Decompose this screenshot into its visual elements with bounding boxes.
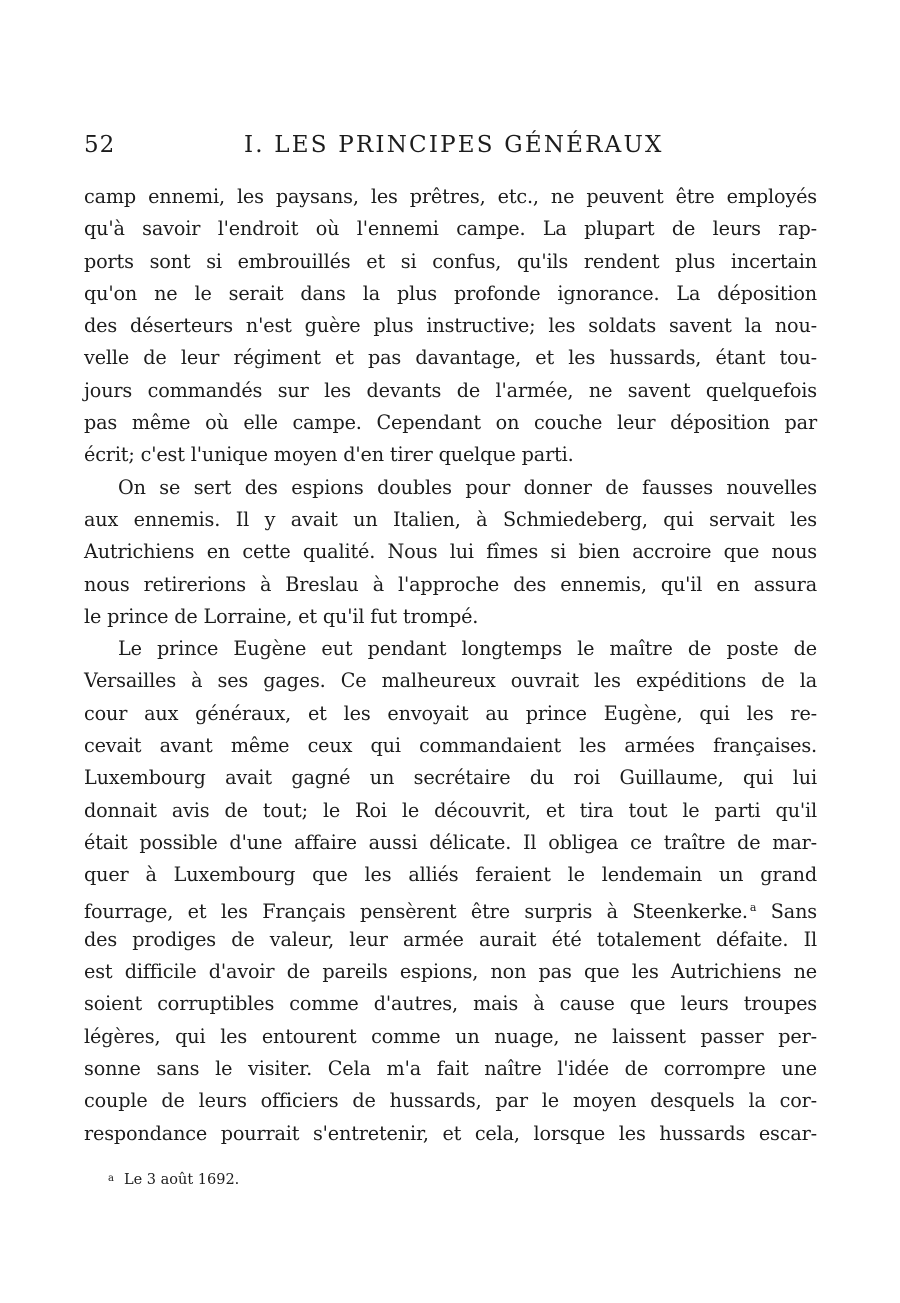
- text-segment: Sans: [770, 899, 817, 923]
- footnote: [108, 1172, 239, 1188]
- text-line: quer à Luxembourg que les alliés feraient le lendemain un grand: [84, 863, 817, 887]
- text-line: Autrichiens en cette qualité. Nous lui fîmes si bien accroire que nous: [84, 540, 817, 564]
- text-line: camp ennemi, les paysans, les prêtres, etc., ne peuvent être employés: [84, 185, 817, 208]
- text-line: écrit; c'est l'unique moyen d'en tirer quelque parti.: [84, 443, 574, 467]
- text-segment: fourrage, et les Français pensèrent être surpris à Steenkerke.: [84, 899, 748, 923]
- body-text: [84, 181, 817, 1150]
- text-line: pas même où elle campe. Cependant on couche leur déposition par: [84, 411, 817, 435]
- text-line: aux ennemis. Il y avait un Italien, à Schmiedeberg, qui servait les: [84, 507, 817, 531]
- text-line: cevait avant même ceux qui commandaient les armées françaises.: [84, 734, 817, 758]
- text-line-with-note: [84, 892, 817, 924]
- text-line: sonne sans le visiter. Cela m'a fait naître l'idée de corrompre une: [84, 1057, 817, 1081]
- text-line: le prince de Lorraine, et qu'il fut trompé.: [84, 604, 479, 628]
- text-line: respondance pourrait s'entretenir, et cela, lorsque les hussards escar-: [84, 1121, 817, 1145]
- page-header: [84, 132, 817, 166]
- page-number: 52: [84, 132, 116, 158]
- footnote-reference: a: [749, 900, 757, 914]
- text-line: ports sont si embrouillés et si confus, qu'ils rendent plus incertain: [84, 249, 817, 273]
- text-line: est difficile d'avoir de pareils espions, non pas que les Autrichiens ne: [84, 960, 817, 984]
- text-line: des déserteurs n'est guère plus instructive; les soldats savent la nou-: [84, 314, 817, 338]
- text-line: Le prince Eugène eut pendant longtemps le maître de poste de: [118, 637, 817, 661]
- text-line: donnait avis de tout; le Roi le découvrit, et tira tout le parti qu'il: [84, 798, 817, 822]
- text-line: cour aux généraux, et les envoyait au prince Eugène, qui les re-: [84, 701, 817, 725]
- text-line: Versailles à ses gages. Ce malheureux ouvrait les expéditions de la: [84, 669, 817, 693]
- running-head: I. LES PRINCIPES GÉNÉRAUX: [244, 132, 664, 158]
- text-line: nous retirerions à Breslau à l'approche des ennemis, qu'il en assura: [84, 572, 817, 596]
- footnote-text: Le 3 août 1692.: [123, 1172, 240, 1188]
- text-line: qu'on ne le serait dans la plus profonde ignorance. La déposition: [84, 281, 817, 305]
- footnote-mark: a: [108, 1173, 114, 1184]
- text-line: On se sert des espions doubles pour donner de fausses nouvelles: [118, 475, 817, 499]
- text-line: légères, qui les entourent comme un nuage, ne laissent passer per-: [84, 1024, 817, 1048]
- text-line: qu'à savoir l'endroit où l'ennemi campe. La plupart de leurs rap-: [84, 217, 817, 241]
- text-line: des prodiges de valeur, leur armée aurait été totalement défaite. Il: [84, 927, 817, 951]
- text-line: Luxembourg avait gagné un secrétaire du roi Guillaume, qui lui: [84, 766, 817, 790]
- text-line: était possible d'une affaire aussi délicate. Il obligea ce traître de mar-: [84, 830, 817, 854]
- text-line: couple de leurs officiers de hussards, par le moyen desquels la cor-: [84, 1089, 817, 1113]
- text-line: velle de leur régiment et pas davantage, et les hussards, étant tou-: [84, 346, 817, 370]
- text-line: jours commandés sur les devants de l'armée, ne savent quelquefois: [84, 378, 817, 402]
- text-line: soient corruptibles comme d'autres, mais à cause que leurs troupes: [84, 992, 817, 1016]
